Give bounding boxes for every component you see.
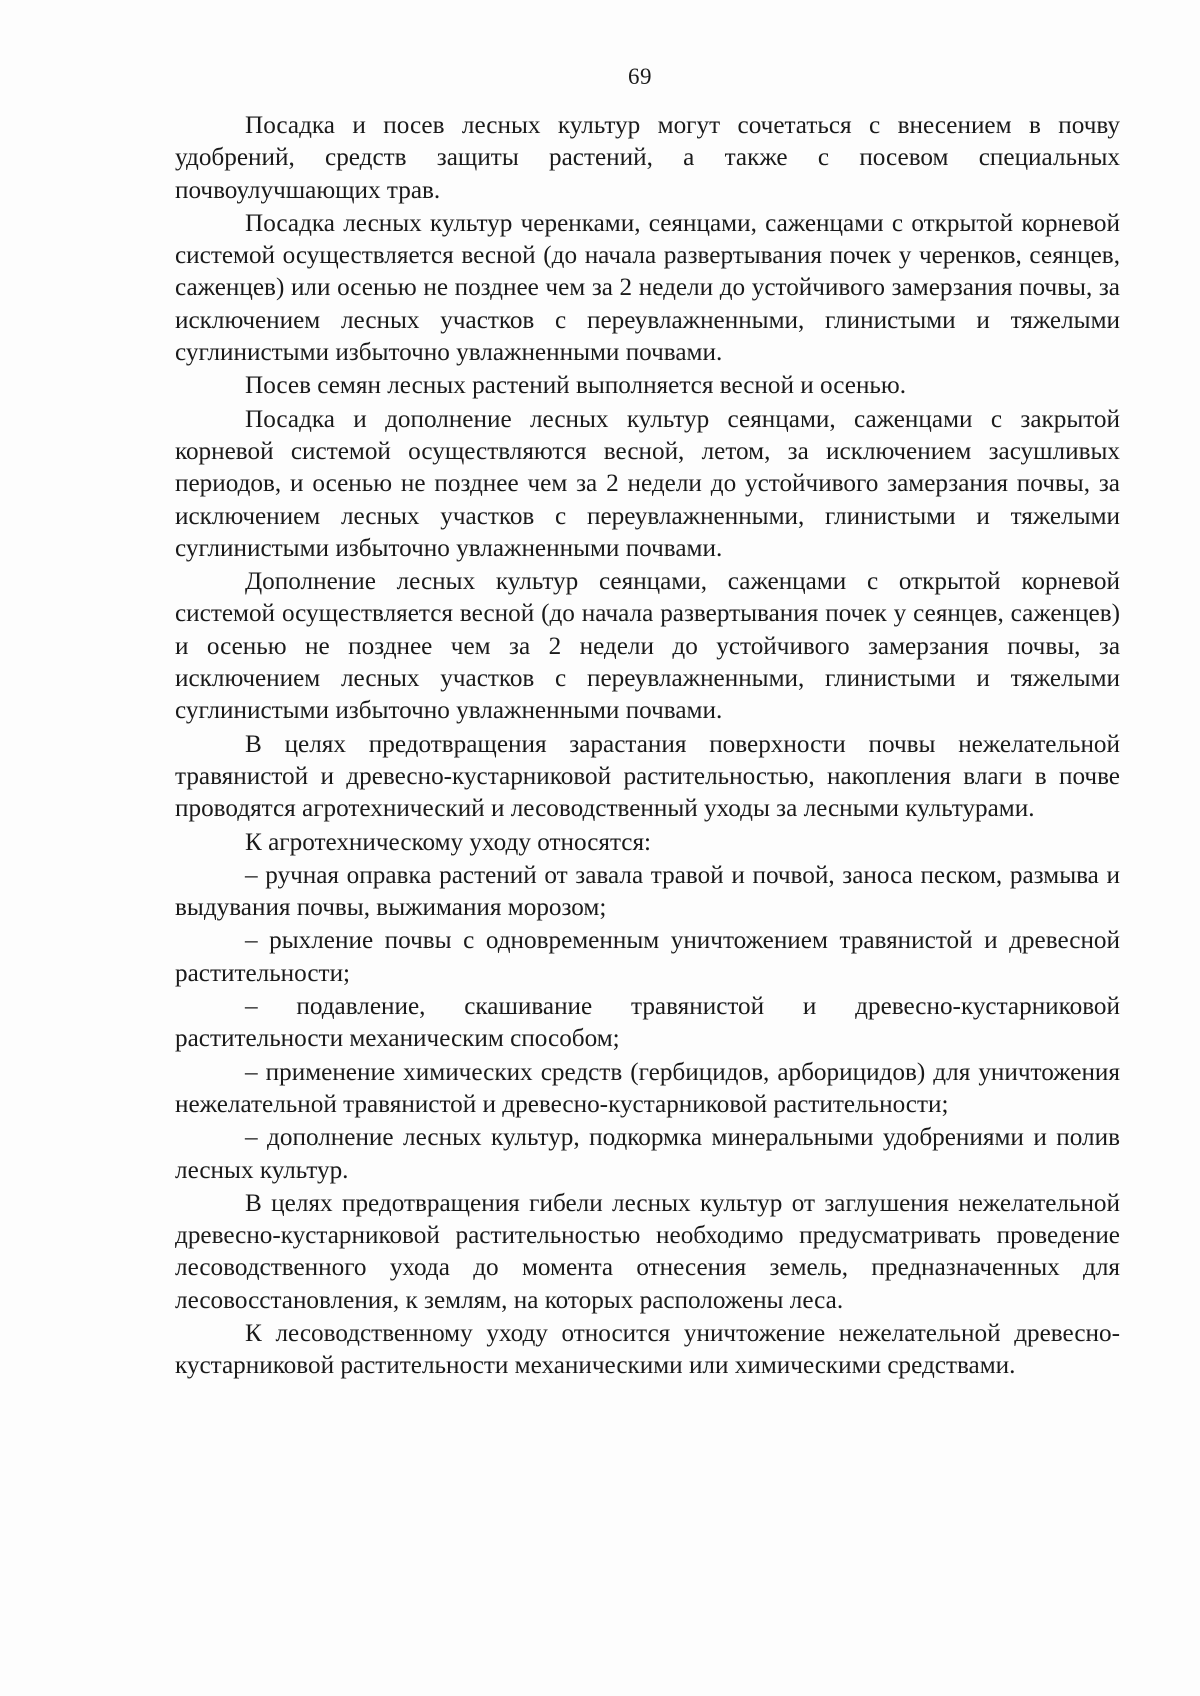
- paragraph-closed-root-planting: Посадка и дополнение лесных культур сеянцами, саженцами с закрытой корневой системой осуществляются весной, летом, за исключением засушливых периодов, и осенью не позднее чем за 2 недели до устойчивого замерзания почвы, за исключением лесных участков с переувлажненными, глинистыми и тяжелыми суглинистыми избыточно увлажненными почвами.: [175, 405, 1120, 562]
- paragraph-overgrowth-prevention: В целях предотвращения зарастания поверхности почвы нежелательной травянистой и древесно-кустарниковой растительностью, накопления влаги в почве проводятся агротехнический и лесоводственный уходы за лесными культурами.: [175, 730, 1120, 823]
- paragraph-planting-fertilizers: Посадка и посев лесных культур могут сочетаться с внесением в почву удобрений, средств защиты растений, а также с посевом специальных почвоулучшающих трав.: [175, 112, 1120, 204]
- page-number: 69: [628, 64, 652, 89]
- paragraph-silviculture-care-period: В целях предотвращения гибели лесных культур от заглушения нежелательной древесно-кустарниковой растительностью необходимо предусматривать проведение лесоводственного ухода до момента отнесения земель, предназначенных для лесовосстановления, к землям, на которых расположены леса.: [175, 1189, 1120, 1314]
- list-item-mowing: – подавление, скашивание травянистой и древесно-кустарниковой растительности механическим способом;: [175, 993, 1120, 1053]
- list-item-soil-loosening: – рыхление почвы с одновременным уничтожением травянистой и древесной растительности;: [175, 927, 1120, 987]
- list-item-supplement-fertilizing: – дополнение лесных культур, подкормка минеральными удобрениями и полив лесных культур.: [175, 1124, 1120, 1184]
- list-item-manual-straightening: – ручная оправка растений от завала травой и почвой, заноса песком, размыва и выдувания почвы, выжимания морозом;: [175, 861, 1120, 922]
- paragraph-silviculture-care-definition: К лесоводственному уходу относится уничтожение нежелательной древесно-кустарниковой растительности механическими или химическими средствами.: [175, 1319, 1120, 1380]
- paragraph-open-root-planting: Посадка лесных культур черенками, сеянцами, саженцами с открытой корневой системой осуществляется весной (до начала развертывания почек у черенков, сеянцев, саженцев) или осенью не позднее чем за 2 недели до устойчивого замерзания почвы, за исключением лесных участков с переувлажненными, глинистыми и тяжелыми суглинистыми избыточно увлажненными почвами.: [175, 209, 1120, 367]
- document-body: [175, 110, 1120, 1383]
- paragraph-agrotechnical-care-intro: К агротехническому уходу относятся:: [245, 828, 652, 856]
- paragraph-open-root-supplement: Дополнение лесных культур сеянцами, саженцами с открытой корневой системой осуществляется весной (до начала развертывания почек у сеянцев, саженцев) и осенью не позднее чем за 2 недели до устойчивого замерзания почвы, за исключением лесных участков с переувлажненными, глинистыми и тяжелыми суглинистыми избыточно увлажненными почвами.: [175, 568, 1120, 725]
- paragraph-seed-sowing: Посев семян лесных растений выполняется весной и осенью.: [245, 372, 907, 400]
- list-item-chemical-means: – применение химических средств (гербицидов, арборицидов) для уничтожения нежелательной травянистой и древесно-кустарниковой растительности;: [175, 1058, 1120, 1118]
